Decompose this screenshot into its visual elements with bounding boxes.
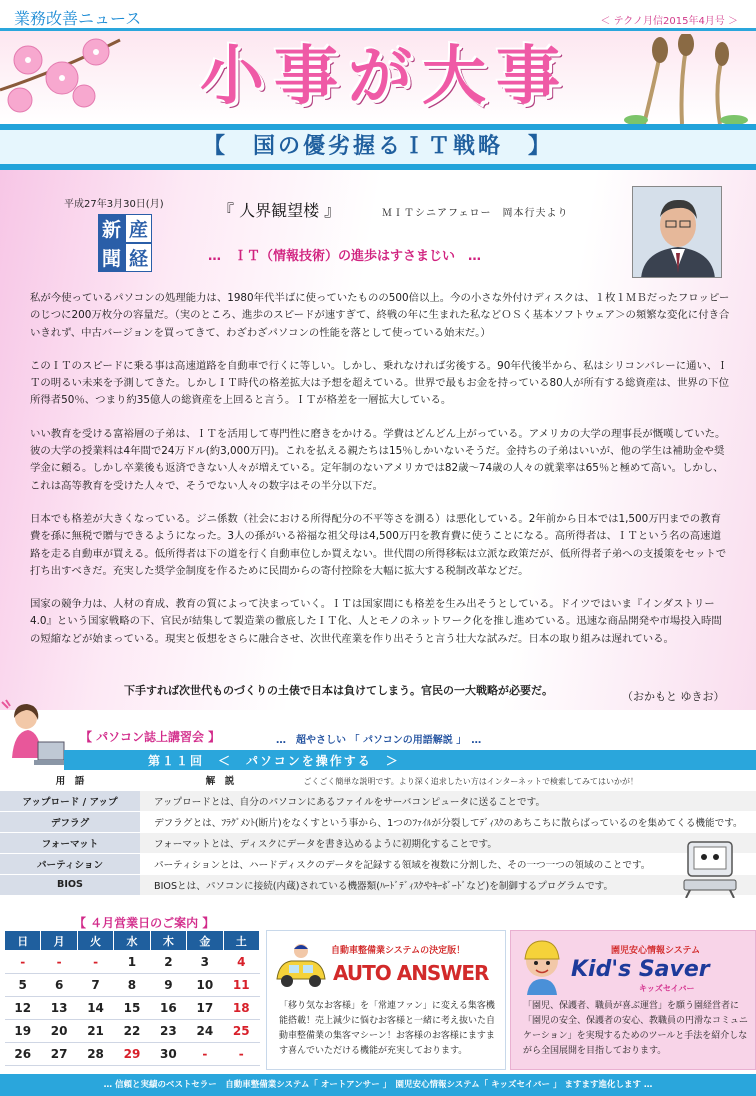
article-author: ＭＩＴシニアフェロー 岡本行夫より xyxy=(382,208,569,219)
article-body xyxy=(30,290,730,664)
auto-answer-text: 「移り気なお客様」を「常連ファン」に変える集客機能搭載！売上減少に悩むお客様と一緒に考え抜いた自動車整備業の集客マシーン！お客様のお客様にますます喜んでいただける機能が充実しております。 xyxy=(279,1001,496,1056)
glossary-header-row xyxy=(0,770,756,790)
glossary-desc: パーティションとは、ハードディスクのデータを記録する領域を複数に分割した、その一つ一つの領域のことです。 xyxy=(140,853,756,874)
newsletter-brand: 業務改善ニュース xyxy=(14,9,142,28)
calendar-day: 26 xyxy=(5,1043,41,1066)
calendar-day: 19 xyxy=(5,1020,41,1043)
article-closing: 下手すれば次世代ものづくりの土俵で日本は負けてしまう。官民の一大戦略が必要だ。 xyxy=(124,684,553,697)
glossary-term: フォーマット xyxy=(0,832,140,853)
glossary-row xyxy=(0,853,756,874)
kids-saver-ad[interactable] xyxy=(510,930,756,1070)
calendar-day: 15 xyxy=(114,997,150,1020)
issue-label: ＜ テクノ月信2015年4月号 ＞ xyxy=(600,16,738,27)
woman-at-computer-illustration xyxy=(0,698,72,774)
calendar-day: - xyxy=(77,951,113,974)
calendar-day: 14 xyxy=(77,997,113,1020)
calendar-weekday: 金 xyxy=(187,931,223,951)
calendar-day: 8 xyxy=(114,974,150,997)
logo-char: 聞 xyxy=(98,243,125,272)
article-date: 平成27年3月30日(月) xyxy=(64,199,164,210)
glossary-term: BIOS xyxy=(0,874,140,895)
child-mascot-icon xyxy=(517,937,567,995)
article-paragraph: 私が今使っているパソコンの処理能力は、1980年代半ばに使っていたものの500倍以上。今の小さな外付けディスクは、１枚１ＭＢだったフロッピーのじつに200万枚分の容量だ。（実のところ、進歩のスピードが速すぎて、終戦の年に生まれた私などＯＳく基本ソフトウェア＞の頻繁な変化に付き合いきれず、中古バージョンを買ってきて、わざわざパソコンの性能を落として使っている始末だ。） xyxy=(30,292,730,339)
glossary-session-title: 第１１回 ＜ パソコンを操作する ＞ xyxy=(148,754,400,768)
logo-char: 経 xyxy=(125,243,152,272)
kids-saver-logo-sub: キッズセイバー xyxy=(639,984,695,993)
calendar-day: 17 xyxy=(187,997,223,1020)
calendar-day: 9 xyxy=(150,974,186,997)
calendar-day: 25 xyxy=(223,1020,259,1043)
kids-saver-caption: 園児安心情報システム xyxy=(611,946,701,956)
banner-band xyxy=(0,124,756,170)
calendar-day: - xyxy=(223,1043,259,1066)
auto-answer-caption: 自動車整備業システムの決定版！ xyxy=(331,946,466,956)
article-paragraph: このＩＴのスピードに乗る事は高速道路を自動車で行くに等しい。しかし、乗れなければ劣後する。90年代後半から、私はシリコンバレーに通い、ＩＴの明るい未来を予測してきた。しかしＩＴ時代の格差拡大は予想を超えている。世界で最もお金を持っている80人が所有する総資産は、世界の下位所得者50％、つまり約35億人の総資産を上回ると言う。ＩＴが格差を一層拡大している。 xyxy=(30,359,729,407)
logo-char: 産 xyxy=(125,214,152,243)
glossary-col-desc-cell xyxy=(140,770,756,790)
calendar-day: 1 xyxy=(114,951,150,974)
glossary-heading: 【 パソコン誌上講習会 】 xyxy=(80,730,221,744)
calendar-day: 4 xyxy=(223,951,259,974)
calendar-week-row xyxy=(5,951,260,974)
calendar-day: 5 xyxy=(5,974,41,997)
calendar-day: 16 xyxy=(150,997,186,1020)
calendar-day: 12 xyxy=(5,997,41,1020)
calendar-day: 13 xyxy=(41,997,77,1020)
glossary-desc: デフラグとは、ﾌﾗｸﾞﾒﾝﾄ(断片)をなくすという事から、1つのﾌｧｲﾙが分裂してﾃﾞｨｽｸのあちこちに散らばっているのを集めてくる機能です。 xyxy=(140,811,756,832)
calendar-day: 11 xyxy=(223,974,259,997)
calendar-day: 29 xyxy=(114,1043,150,1066)
glossary-desc: BIOSとは、パソコンに接続(内蔵)されている機器類(ﾊｰﾄﾞﾃﾞｨｽｸやｷｰﾎﾞｰﾄﾞなど)を制御するプログラムです。 xyxy=(140,874,756,895)
glossary-col-term: 用 語 xyxy=(0,770,140,790)
calendar-day: 21 xyxy=(77,1020,113,1043)
calendar-week-row xyxy=(5,997,260,1020)
sankei-newspaper-logo xyxy=(98,214,152,270)
kids-saver-logo: Kid's Saver xyxy=(571,957,710,982)
car-mascot-icon xyxy=(273,941,329,993)
portrait-image xyxy=(633,187,722,278)
calendar-day: 28 xyxy=(77,1043,113,1066)
glossary-row xyxy=(0,832,756,853)
calendar-day: 30 xyxy=(150,1043,186,1066)
author-photo xyxy=(632,186,722,278)
glossary-term: アップロード / アップ xyxy=(0,790,140,811)
article-title: 『 人界観望楼 』 xyxy=(218,201,341,220)
newsletter-title: 小事が大事 xyxy=(200,40,570,114)
glossary-col-desc: 解 説 xyxy=(205,775,235,787)
calendar-day: 3 xyxy=(187,951,223,974)
auto-answer-ad[interactable] xyxy=(266,930,506,1070)
computer-mascot-illustration xyxy=(676,836,746,898)
article-paragraph: いい教育を受ける富裕層の子弟は、ＩＴを活用して専門性に磨きをかける。学費はどんどん上がっている。アメリカの大学の理事長が慨嘆していた。彼の大学の授業料は4年間で24万ドル(約3,000万円)。これを払える親たちは15％しかいないそうだ。金持ちの子弟はいいが、他の学生は補助金や奨学金に頼る。しかし卒業後も返済できない人々が増えている。定年制のないアメリカでは82歳～74歳の人々の就業率は65％と極めて高い。しかし、これは高等教育を受けた人々で、そうでない人々の数字はその半分以下だ。 xyxy=(30,427,726,492)
calendar-day: - xyxy=(41,951,77,974)
calendar-weekday-row xyxy=(5,931,260,951)
glossary-subheading: … 超やさしい 「 パソコンの用語解説 」 … xyxy=(276,735,482,746)
article-signature: （おかもと ゆきお） xyxy=(622,690,725,703)
calendar-day: 20 xyxy=(41,1020,77,1043)
calendar-day: - xyxy=(5,951,41,974)
calendar-day: 6 xyxy=(41,974,77,997)
article-subtitle: … ＩＴ（情報技術）の進歩はすさまじい … xyxy=(208,249,482,264)
article-paragraph: 日本でも格差が大きくなっている。ジニ係数（社会における所得配分の不平等さを測る）は悪化している。2年前から日本では1,500万円までの教育費を孫に無税で贈与できるようになった。3人の孫がいる裕福な祖父母は4,500万円を教育費に使うことになる。高所得者は、ＩＴという名の高速道路を走る自動車が買える。低所得者は下の道を行く自動車位しか買えない。世代間の所得移転は立派な政策だが、低所得者子弟への支援策をセットで打ち出すべきだ。充実した奨学金制度を作るために民間からの寄付控除を大幅に拡大する税制改革などだ。 xyxy=(30,512,727,577)
glossary-desc: アップロードとは、自分のパソコンにあるファイルをサーバコンピュータに送ることです。 xyxy=(140,790,756,811)
calendar-week-row xyxy=(5,1043,260,1066)
calendar-weekday: 日 xyxy=(5,931,41,951)
glossary-row xyxy=(0,790,756,811)
calendar-weekday: 火 xyxy=(77,931,113,951)
horsetail-illustration xyxy=(624,34,750,124)
glossary-row xyxy=(0,811,756,832)
calendar-day: 24 xyxy=(187,1020,223,1043)
glossary-note: ごくごく簡単な説明です。より深く追求したい方はインターネットで検索してみてはいかが！ xyxy=(303,776,638,786)
calendar-day: - xyxy=(187,1043,223,1066)
banner-headline: 【 国の優劣握るＩＴ戦略 】 xyxy=(0,130,756,164)
cherry-blossom-illustration xyxy=(0,30,150,124)
calendar-weekday: 土 xyxy=(223,931,259,951)
calendar-title: 【 ４月営業日のご案内 】 xyxy=(74,916,215,930)
glossary-term: デフラグ xyxy=(0,811,140,832)
calendar-day: 2 xyxy=(150,951,186,974)
calendar-week-row xyxy=(5,1020,260,1043)
calendar-day: 18 xyxy=(223,997,259,1020)
calendar-week-row xyxy=(5,974,260,997)
kids-saver-text: 「園児、保護者、職員が喜ぶ運営」を願う園経営者に「園児の安全、保護者の安心、教職員の円滑なコミュニケーション」を実現するためのツールと手法を紹介しながら全国展開を目指しております。 xyxy=(523,1001,748,1056)
glossary-row xyxy=(0,874,756,895)
auto-answer-logo: AUTO ANSWER xyxy=(333,961,489,985)
glossary-desc: フォーマットとは、ディスクにデータを書き込めるように初期化することです。 xyxy=(140,832,756,853)
calendar-day: 27 xyxy=(41,1043,77,1066)
calendar-weekday: 木 xyxy=(150,931,186,951)
calendar-weekday: 月 xyxy=(41,931,77,951)
article-paragraph: 国家の競争力は、人材の育成、教育の質によって決まっていく。ＩＴは国家間にも格差を生み出そうとしている。ドイツではいま『インダストリー4.0』という国家戦略の下、官民が結集して製造業の徹底したＩＴ化、人とモノのネットワーク化を推し進めている。迅速な商品開発や市場投入時間の短縮などが始まっている。現実と仮想をさらに融合させ、次世代産業を作り出そうと言う壮大な試みだ。日本の取り組みは遅れている。 xyxy=(30,598,722,645)
calendar-day: 7 xyxy=(77,974,113,997)
calendar-weekday: 水 xyxy=(114,931,150,951)
footer-banner: … 信頼と実績のベストセラー 自動車整備業システム「 オートアンサー 」 園児安心情報システム「 キッズセイバー 」 ますます進化します … xyxy=(0,1074,756,1096)
calendar-day: 23 xyxy=(150,1020,186,1043)
business-calendar xyxy=(4,930,260,1066)
calendar-day: 10 xyxy=(187,974,223,997)
calendar-day: 22 xyxy=(114,1020,150,1043)
glossary-table xyxy=(0,770,756,895)
logo-char: 新 xyxy=(98,214,125,243)
glossary-term: パーティション xyxy=(0,853,140,874)
